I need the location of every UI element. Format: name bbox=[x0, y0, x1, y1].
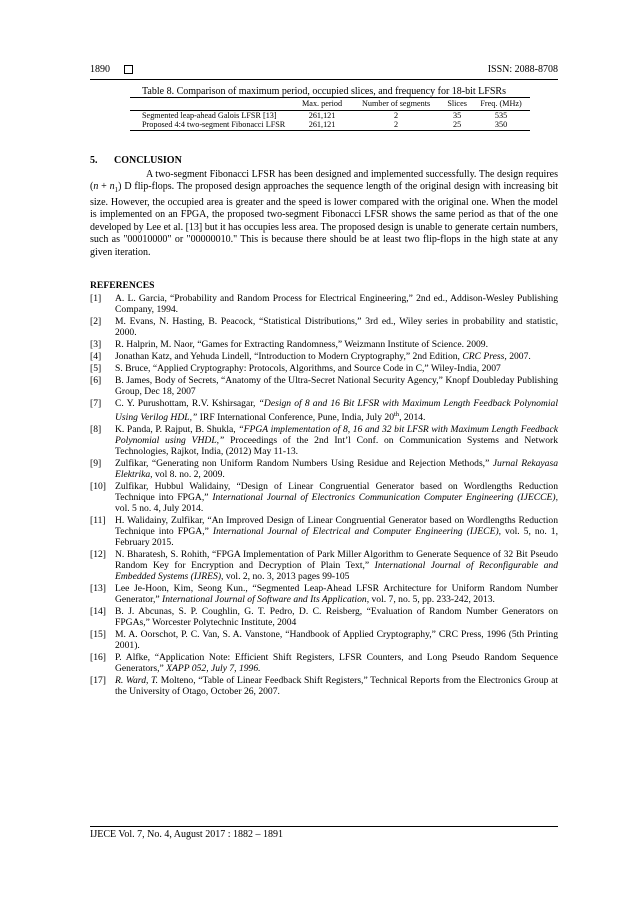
table-cell: 25 bbox=[442, 120, 472, 130]
table-cell: 35 bbox=[453, 110, 462, 120]
table-header-row bbox=[130, 98, 530, 111]
reference-text bbox=[115, 375, 558, 397]
reference-text-part: N. Bharatesh, S. Rohith, “FPGA Implementation of Park Miller Algorithm to Generate Sequence of 32 Bit Pseudo Random Key for Encryption and Decryption of Plain Text,” bbox=[115, 549, 558, 572]
reference-text-part: B. J. Abcunas, S. P. Coughlin, G. T. Pedro, D. C. Reisberg, “Evaluation of Random Number Generators on FPGAs,” Worcester Polytechnic Institute, 2004 bbox=[115, 606, 558, 629]
table-cell: 2 bbox=[394, 110, 399, 120]
reference-item bbox=[90, 351, 558, 362]
reference-text bbox=[115, 398, 558, 423]
reference-number: [13] bbox=[90, 583, 106, 595]
reference-text-part: , vol 8. no. 2, 2009. bbox=[150, 469, 225, 481]
reference-text-part: “Design of 8 and 16 Bit LFSR with Maximum Length Feedback Polynomial Using Verilog HDL,” bbox=[115, 398, 558, 424]
reference-text-part: , 2014. bbox=[399, 412, 426, 424]
section-heading bbox=[90, 155, 558, 168]
page-header bbox=[90, 61, 558, 77]
reference-number: [8] bbox=[90, 424, 102, 436]
reference-text-part: International Journal of Electrical and Computer Engineering (IJECE) bbox=[212, 526, 499, 538]
reference-text bbox=[115, 351, 558, 362]
reference-number: [7] bbox=[90, 398, 102, 409]
reference-text-part: B. James, Body of Secrets, “Anatomy of the Ultra-Secret National Security Agency,” Knopf Doubleday Publishing Group, Dec 18, 2007 bbox=[115, 375, 558, 397]
formula-n1: n bbox=[109, 181, 115, 192]
table-cell: 261,121 bbox=[294, 120, 350, 130]
reference-text bbox=[115, 363, 558, 374]
reference-text-part: S. Bruce, “Applied Cryptography: Protocols, Algorithms, and Source Code in C,” Wiley-India, 2007 bbox=[115, 363, 501, 374]
header-left bbox=[90, 64, 133, 75]
reference-text bbox=[115, 316, 558, 338]
conclusion-paragraph bbox=[90, 169, 558, 260]
reference-text bbox=[115, 675, 558, 697]
conclusion-text-2: ) D flip-flops. The proposed design approaches the sequence length of the original design with increasing bit size. However, the occupied area is greater and the speed is lower compared with the original one. When the model is implemented on an FPGA, the proposed two-segment Fibonacci LFSR shows the same period as that of the one developed by Lee et al. [13] but it has occupies less area. The proposed design is unable to generate certain numbers, such as "00010000" or "00000010." This is because there should be at least two flip-flops in the high state at any given iteration. bbox=[90, 181, 558, 258]
reference-text-part: K. Panda, P. Rajput, B. Shukla, bbox=[115, 424, 239, 436]
reference-number: [3] bbox=[90, 339, 102, 350]
reference-text-part: CRC Press bbox=[462, 351, 505, 362]
page-number: 1890 bbox=[90, 63, 110, 75]
reference-text-part: Molteno, “Table of Linear Feedback Shift Registers,” Technical Reports from the Electronics Group at the University of Otago, October 26, 2007. bbox=[115, 675, 559, 698]
reference-text-part: International Journal of Electronics Communication Computer Engineering (IJECCE), bbox=[212, 492, 558, 504]
reference-number: [5] bbox=[90, 363, 102, 374]
reference-text bbox=[115, 339, 558, 350]
reference-number: [9] bbox=[90, 458, 102, 470]
reference-text-part: IRF International Conference, Pune, India, July 20 bbox=[197, 412, 394, 424]
reference-text-part: , vol. 7, no. 5, pp. 233-242, 2013. bbox=[366, 594, 495, 606]
reference-text bbox=[115, 652, 558, 674]
reference-item bbox=[90, 398, 558, 423]
reference-text-part: , vol. 5, no. 1, February 2015. bbox=[115, 526, 558, 549]
table-header-cell: Slices bbox=[442, 98, 472, 111]
reference-text-part: XAPP 052, July 7, 1996. bbox=[166, 663, 261, 675]
reference-text-part: Jonathan Katz, and Yehuda Lindell, “Introduction to Modern Cryptography,” 2nd Edition, bbox=[115, 351, 463, 362]
table-row bbox=[130, 110, 530, 120]
reference-text-part: International Journal of Software and Its Application bbox=[162, 594, 367, 606]
table-row bbox=[130, 120, 530, 130]
reference-text-part: C. Y. Purushottam, R.V. Kshirsagar, bbox=[115, 398, 259, 409]
reference-number: [17] bbox=[90, 675, 106, 687]
reference-item bbox=[90, 606, 558, 628]
reference-number: [12] bbox=[90, 549, 106, 561]
table-cell: 350 bbox=[472, 120, 530, 130]
reference-text-part: M. A. Oorschot, P. C. Van, S. A. Vanstone, “Handbook of Applied Cryptography,” CRC Press, 1996 (5th Printing 2001). bbox=[115, 629, 558, 652]
table-cell: 2 bbox=[350, 120, 442, 130]
formula-plus: + bbox=[98, 181, 110, 192]
reference-text-part: , 2007. bbox=[504, 351, 531, 362]
reference-item bbox=[90, 293, 558, 315]
section-number: 5. bbox=[90, 155, 98, 166]
reference-text bbox=[115, 515, 558, 548]
reference-item bbox=[90, 316, 558, 338]
table-cell: 261,121 bbox=[308, 110, 336, 120]
table-cell: 535 bbox=[494, 110, 508, 120]
reference-text-part: P. Alfke, “Application Note: Efficient Shift Registers, LFSR Counters, and Long Pseudo Random Sequence Generators,” bbox=[115, 652, 558, 675]
comparison-table bbox=[130, 97, 530, 131]
reference-text bbox=[115, 424, 558, 457]
reference-number: [2] bbox=[90, 316, 102, 327]
reference-text-part: Proceedings of the 2nd Int’l Conf. on Communication Systems and Network Technologies, Rajkot, India, (2012) May 11-13. bbox=[115, 435, 558, 458]
reference-item bbox=[90, 481, 558, 514]
formula-n: n bbox=[93, 181, 99, 192]
reference-text-part: H. Walidainy, Zulfikar, “An Improved Design of Linear Congruential Generator based on Wordlengths Reduction Technique into FPGA,” bbox=[115, 515, 558, 538]
footer-rule bbox=[90, 826, 558, 827]
reference-number: [16] bbox=[90, 652, 106, 664]
reference-number: [6] bbox=[90, 375, 102, 386]
header-rule bbox=[90, 79, 558, 80]
reference-text-part: “FPGA implementation of 8, 16 and 32 bit LFSR with Maximum Length Feedback Polynomial using VHDL,” bbox=[115, 424, 558, 447]
reference-item bbox=[90, 458, 558, 480]
references-title: REFERENCES bbox=[90, 280, 155, 291]
reference-item bbox=[90, 629, 558, 651]
table-header-cell: Number of segments bbox=[350, 98, 442, 111]
reference-number: [11] bbox=[90, 515, 106, 527]
table-header-cell bbox=[130, 98, 294, 111]
reference-text bbox=[115, 583, 558, 605]
reference-list bbox=[90, 293, 558, 697]
reference-text-part: vol. 5 no. 4, July 2014. bbox=[115, 503, 204, 515]
reference-text-part: A. L. Garcia, “Probability and Random Process for Electrical Engineering,” 2nd ed., Addison-Wesley Publishing Company, 1994. bbox=[115, 293, 558, 315]
table-cell: Segmented leap-ahead Galois LFSR [13] bbox=[142, 110, 277, 120]
page-footer: IJECE Vol. 7, No. 4, August 2017 : 1882 – 1891 bbox=[90, 829, 283, 840]
reference-text bbox=[115, 458, 558, 480]
reference-text-part: Jurnal Rekayasa Elektrika bbox=[115, 458, 558, 481]
reference-text-part: R. Halprin, M. Naor, “Games for Extracting Randomness,” Weizmann Institute of Science. 2009. bbox=[115, 339, 488, 350]
reference-text bbox=[115, 293, 558, 315]
reference-item bbox=[90, 549, 558, 582]
references-section bbox=[90, 280, 558, 698]
conclusion-section bbox=[90, 155, 558, 259]
reference-text-part: , vol. 2, no. 3, 2013 pages 99-105 bbox=[221, 571, 350, 583]
reference-item bbox=[90, 675, 558, 697]
reference-number: [1] bbox=[90, 293, 102, 304]
reference-text-part: Lee Je-Hoon, Kim, Seong Kun., “Segmented Leap-Ahead LFSR Architecture for Uniform Random Number Generator,” bbox=[115, 583, 558, 606]
reference-text bbox=[115, 629, 558, 651]
reference-number: [4] bbox=[90, 351, 102, 362]
reference-item bbox=[90, 515, 558, 548]
reference-item bbox=[90, 583, 558, 605]
reference-text-part: International Journal of Reconfigurable and Embedded Systems (IJRES) bbox=[115, 560, 558, 583]
reference-text-part: Zulfikar, Hubbul Walidainy, “Design of Linear Congruential Generator based on Wordlengths Reduction Technique into FPGA,” bbox=[115, 481, 558, 504]
table-header-cell: Max. period bbox=[294, 98, 350, 111]
reference-item bbox=[90, 339, 558, 350]
table-cell: Proposed 4:4 two-segment Fibonacci LFSR bbox=[130, 120, 294, 130]
reference-text bbox=[115, 606, 558, 628]
issn-label: ISSN: 2088-8708 bbox=[487, 63, 558, 75]
reference-text-part: M. Evans, N. Hasting, B. Peacock, “Statistical Distributions,” 3rd ed., Wiley series in probability and statistic, 2000. bbox=[115, 316, 558, 338]
table-caption: Table 8. Comparison of maximum period, occupied slices, and frequency for 18-bit LFSRs bbox=[142, 86, 506, 97]
reference-number: [14] bbox=[90, 606, 106, 618]
square-icon bbox=[124, 65, 133, 74]
section-title: CONCLUSION bbox=[114, 155, 182, 166]
table-header-cell: Freq. (MHz) bbox=[472, 98, 530, 111]
reference-text-part: R. Ward, T. bbox=[115, 675, 159, 687]
reference-item bbox=[90, 652, 558, 674]
reference-item bbox=[90, 375, 558, 397]
reference-item bbox=[90, 424, 558, 457]
conclusion-text-1: A two-segment Fibonacci LFSR has been designed and implemented successfully. The design requires ( bbox=[90, 168, 558, 192]
reference-number: [10] bbox=[90, 481, 106, 493]
reference-item bbox=[90, 363, 558, 374]
reference-text-part: Zulfikar, “Generating non Uniform Random Numbers Using Residue and Rejection Methods,” bbox=[115, 458, 493, 470]
reference-text bbox=[115, 481, 558, 514]
reference-number: [15] bbox=[90, 629, 106, 641]
reference-text bbox=[115, 549, 558, 582]
formula-subscript: 1 bbox=[114, 186, 119, 194]
reference-text-part: th bbox=[394, 411, 400, 418]
